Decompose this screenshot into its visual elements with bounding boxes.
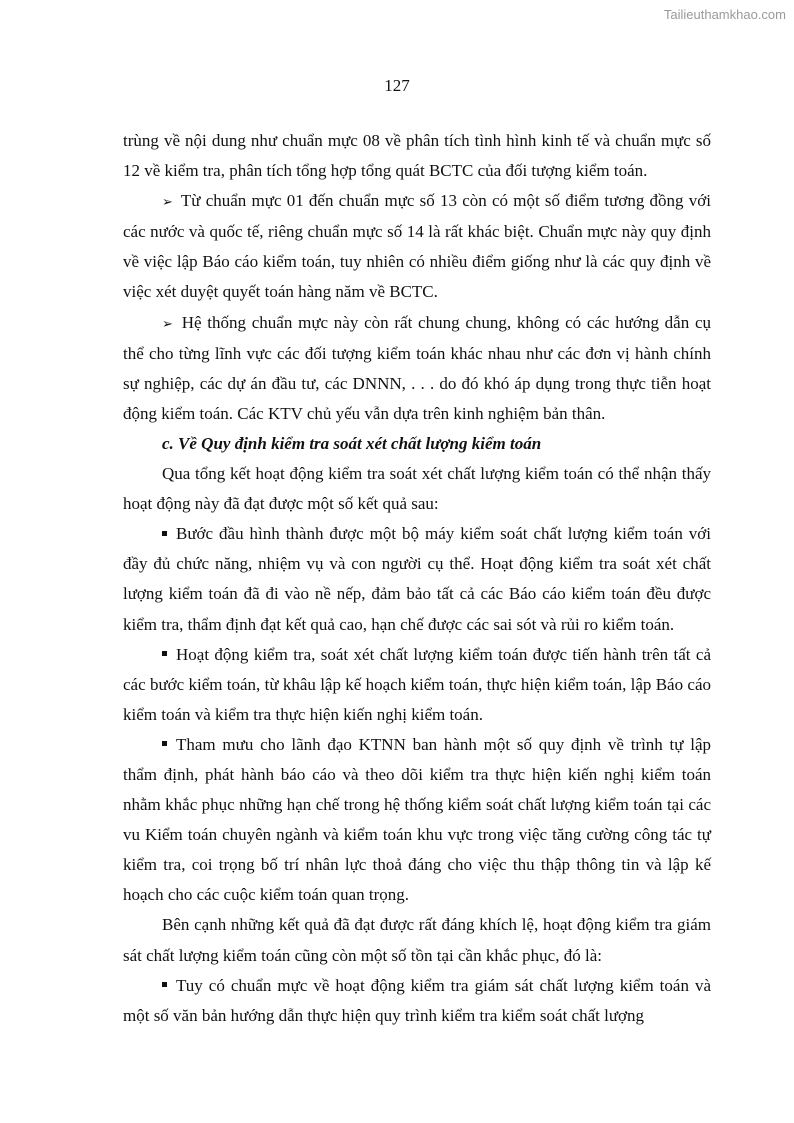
page-number: 127	[384, 76, 410, 95]
arrow-item-text: Từ chuẩn mực 01 đến chuẩn mực số 13 còn có một số điểm tương đồng với các nước và quốc tế, riêng chuẩn mực số 14 là rất khác biệt. Chuẩn mực này quy định về việc lập Báo cáo kiểm toán, tuy nhiên có nhiều điểm giống như là các quy định về việc xét duyệt quyết toán hàng năm về BCTC.	[123, 191, 711, 302]
arrow-item-1	[123, 186, 711, 307]
bullet-item-2	[123, 640, 711, 730]
bullet-item-3	[123, 730, 711, 911]
document-body	[123, 126, 711, 1031]
paragraph-intro: Qua tổng kết hoạt động kiểm tra soát xét chất lượng kiểm toán có thể nhận thấy hoạt động này đã đạt được một số kết quả sau:	[123, 464, 711, 514]
bullet-item-text: Tham mưu cho lãnh đạo KTNN ban hành một số quy định về trình tự lập thẩm định, phát hành báo cáo và theo dõi kiểm tra thực hiện kiến nghị kiểm toán nhằm khắc phục những hạn chế trong hệ thống kiểm soát chất lượng kiểm toán tại các vu Kiểm toán chuyên ngành và kiểm toán khu vực trong việc tăng cường công tác tự kiểm tra, coi trọng bố trí nhân lực thoả đáng cho việc thu thập thông tin và lập kế hoạch cho các cuộc kiểm toán quan trọng.	[123, 734, 711, 905]
bullet-item-4	[123, 971, 711, 1031]
arrow-item-2	[123, 308, 711, 429]
square-bullet-icon	[162, 741, 167, 746]
bullet-item-text: Tuy có chuẩn mực về hoạt động kiểm tra giám sát chất lượng kiểm toán và một số văn bản hướng dẫn thực hiện quy trình kiểm tra kiểm soát chất lượng	[123, 975, 711, 1025]
watermark: Tailieuthamkhao.com	[663, 7, 786, 22]
bullet-item-text: Hoạt động kiểm tra, soát xét chất lượng kiểm toán được tiến hành trên tất cả các bước kiểm toán, từ khâu lập kế hoạch kiểm toán, thực hiện kiểm toán, lập Báo cáo kiểm toán và kiểm tra thực hiện kiến nghị kiểm toán.	[123, 644, 711, 724]
bullet-item-text: Bước đầu hình thành được một bộ máy kiểm soát chất lượng kiểm toán với đầy đủ chức năng, nhiệm vụ và con người cụ thể. Hoạt động kiểm tra soát xét chất lượng kiểm toán đã đi vào nề nếp, đảm bảo tất cả các Báo cáo kiểm toán đều được kiểm tra, thẩm định đạt kết quả cao, hạn chế được các sai sót và rủi ro kiểm toán.	[123, 524, 711, 634]
section-heading: c. Về Quy định kiểm tra soát xét chất lượng kiểm toán	[162, 433, 542, 453]
paragraph-continuation: trùng về nội dung như chuẩn mực 08 về phân tích tình hình kinh tế và chuẩn mực số 12 về kiểm tra, phân tích tổng hợp tổng quát BCTC của đối tượng kiểm toán.	[123, 131, 711, 181]
square-bullet-icon	[162, 651, 167, 656]
square-bullet-icon	[162, 531, 167, 536]
arrow-bullet-icon: ➢	[162, 315, 173, 331]
arrow-item-text: Hệ thống chuẩn mực này còn rất chung chung, không có các hướng dẫn cụ thể cho từng lĩnh vực các đối tượng kiểm toán khác nhau như các đơn vị hành chính sự nghiệp, các dự án đầu tư, các DNNN, . . . do đó khó áp dụng trong thực tiễn hoạt động kiểm toán. Các KTV chủ yếu vẫn dựa trên kinh nghiệm bản thân.	[123, 312, 712, 423]
square-bullet-icon	[162, 982, 167, 987]
bullet-item-1	[123, 519, 711, 639]
arrow-bullet-icon: ➢	[162, 194, 173, 210]
paragraph-transition: Bên cạnh những kết quả đã đạt được rất đáng khích lệ, hoạt động kiểm tra giám sát chất lượng kiểm toán cũng còn một số tồn tại cần khắc phục, đó là:	[123, 915, 711, 965]
